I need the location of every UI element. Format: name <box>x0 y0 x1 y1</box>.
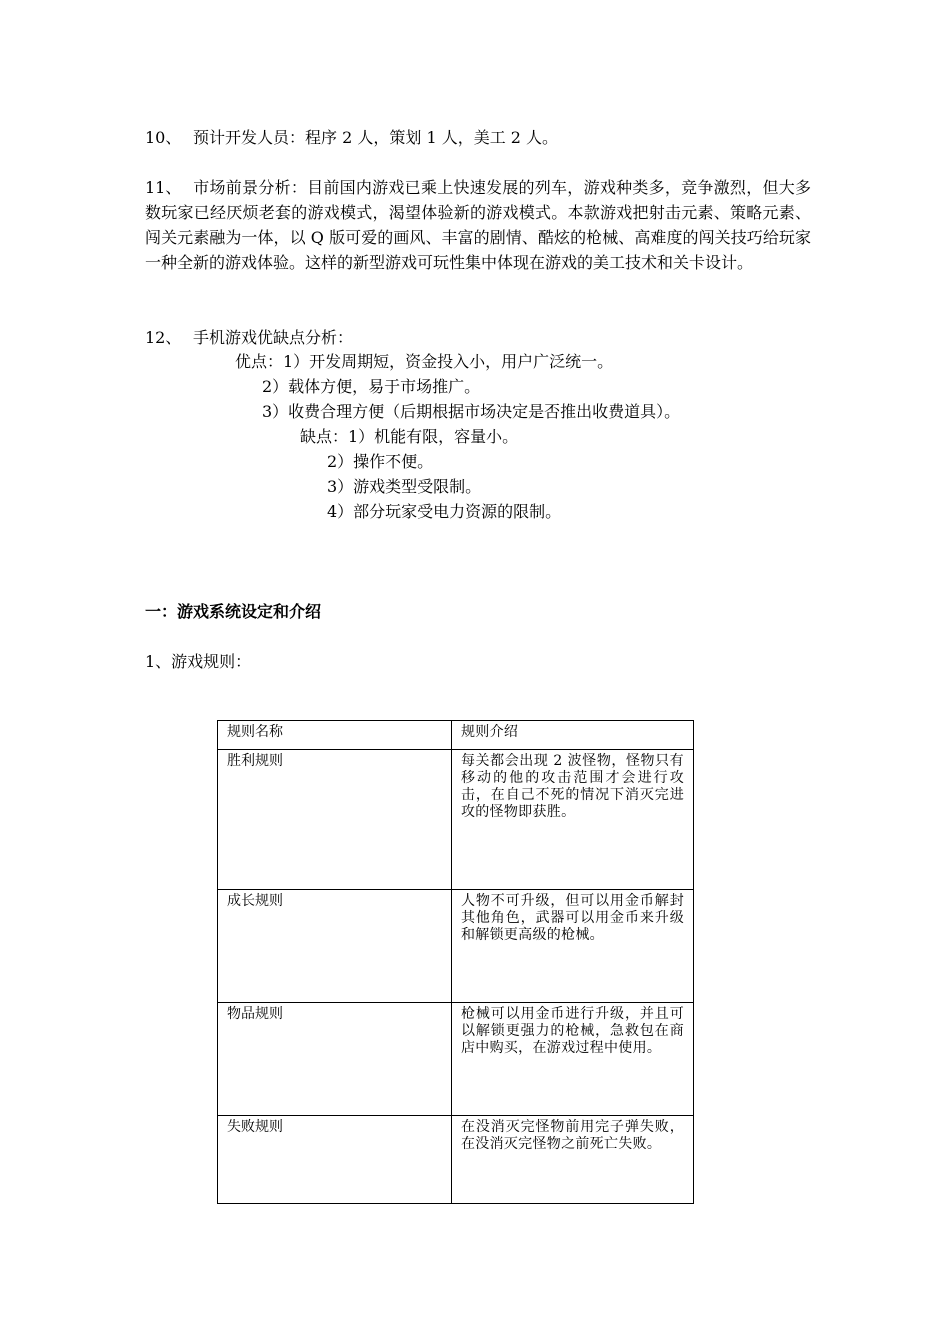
pros-line-3: 3）收费合理方便（后期根据市场决定是否推出收费道具）。 <box>262 402 681 421</box>
rule-desc: 人物不可升级，但可以用金币解封其他角色，武器可以用金币来升级和解锁更高级的枪械。 <box>451 890 693 1003</box>
item-11-number: 11、 <box>145 178 182 197</box>
item-12-text: 手机游戏优缺点分析： <box>193 328 354 347</box>
item-12-number: 12、 <box>145 328 182 347</box>
rule-name: 胜利规则 <box>218 750 452 890</box>
table-row <box>218 1116 694 1204</box>
rule-desc: 枪械可以用金币进行升级，并且可以解锁更强力的枪械，急救包在商店中购买，在游戏过程中使用。 <box>451 1003 693 1116</box>
rule-name: 失败规则 <box>218 1116 452 1204</box>
header-rule-name: 规则名称 <box>218 721 452 750</box>
subheading: 1、游戏规则： <box>145 652 252 671</box>
table-header-row <box>218 721 694 750</box>
item-10-number: 10、 <box>145 128 182 147</box>
rule-desc: 每关都会出现 2 波怪物，怪物只有移动的他的攻击范围才会进行攻击，在自己不死的情况下消灭完进攻的怪物即获胜。 <box>451 750 693 890</box>
table-row <box>218 750 694 890</box>
table-row <box>218 1003 694 1116</box>
pros-line-1: 优点：1）开发周期短，资金投入小，用户广泛统一。 <box>235 352 614 371</box>
cons-line-2: 2）操作不便。 <box>327 452 434 471</box>
rule-name: 成长规则 <box>218 890 452 1003</box>
item-12 <box>145 325 353 350</box>
rules-table <box>217 720 694 1204</box>
cons-line-4: 4）部分玩家受电力资源的限制。 <box>327 502 562 521</box>
rule-name: 物品规则 <box>218 1003 452 1116</box>
item-11-text: 市场前景分析：目前国内游戏已乘上快速发展的列车，游戏种类多，竞争激烈，但大多数玩家已经厌烦老套的游戏模式，渴望体验新的游戏模式。本款游戏把射击元素、策略元素、闯关元素融为一体，以 Q 版可爱的画风、丰富的剧情、酷炫的枪械、高难度的闯关技巧给玩家一种全新的游戏体验。这样的新型游戏可玩性集中体现在游戏的美工技术和关卡设计。 <box>145 178 811 272</box>
cons-line-3: 3）游戏类型受限制。 <box>327 477 482 496</box>
item-10-text: 预计开发人员：程序 2 人，策划 1 人，美工 2 人。 <box>193 128 559 147</box>
pros-line-2: 2）载体方便，易于市场推广。 <box>262 377 481 396</box>
item-11 <box>145 175 811 275</box>
item-10 <box>145 125 558 150</box>
section-heading: 一：游戏系统设定和介绍 <box>145 602 322 621</box>
header-rule-desc: 规则介绍 <box>451 721 693 750</box>
rule-desc: 在没消灭完怪物前用完子弹失败，在没消灭完怪物之前死亡失败。 <box>451 1116 693 1204</box>
cons-line-1: 缺点：1）机能有限，容量小。 <box>300 427 519 446</box>
table-row <box>218 890 694 1003</box>
